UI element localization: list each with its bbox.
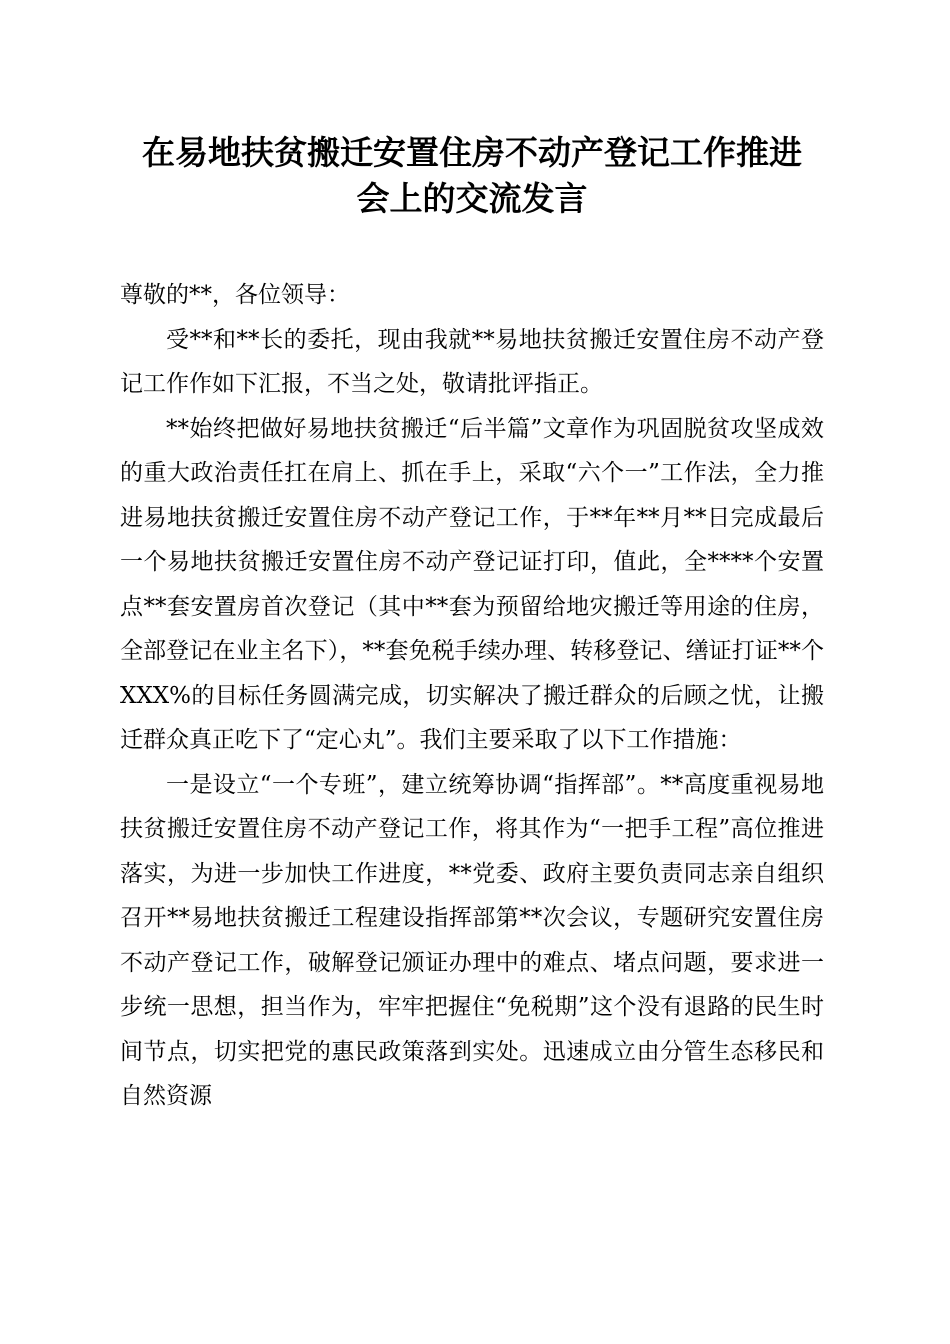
salutation: 尊敬的**，各位领导： (120, 282, 350, 308)
paragraph-intro: 受**和**长的委托，现由我就**易地扶贫搬迁安置住房不动产登记工作作如下汇报，不当之处，敬请批评指正。 (120, 326, 824, 397)
document-body (120, 273, 824, 1119)
paragraph-measure-one: 一是设立“一个专班”，建立统筹协调“指挥部”。**高度重视易地扶贫搬迁安置住房不动产登记工作，将其作为“一把手工程”高位推进落实，为进一步加快工作进度，**党委、政府主要负责同志亲自组织召开**易地扶贫搬迁工程建设指挥部第**次会议，专题研究安置住房不动产登记工作，破解登记颁证办理中的难点、堵点问题，要求进一步统一思想，担当作为，牢牢把握住“免税期”这个没有退路的民生时间节点，切实把党的惠民政策落到实处。迅速成立由分管生态移民和自然资源 (120, 771, 824, 1109)
title-line-2: 会上的交流发言 (356, 179, 588, 218)
title-line-1: 在易地扶贫搬迁安置住房不动产登记工作推进 (142, 133, 802, 172)
document-page (120, 130, 824, 1119)
paragraph-overview: **始终把做好易地扶贫搬迁“后半篇”文章作为巩固脱贫攻坚成效的重大政治责任扛在肩上、抓在手上，采取“六个一”工作法，全力推进易地扶贫搬迁安置住房不动产登记工作，于**年**月**日完成最后一个易地扶贫搬迁安置住房不动产登记证打印，值此，全****个安置点**套安置房首次登记（其中**套为预留给地灾搬迁等用途的住房，全部登记在业主名下），**套免税手续办理、转移登记、缮证打证**个XXX%的目标任务圆满完成，切实解决了搬迁群众的后顾之忧，让搬迁群众真正吃下了“定心丸”。我们主要采取了以下工作措施： (120, 415, 824, 753)
document-title (120, 130, 824, 222)
